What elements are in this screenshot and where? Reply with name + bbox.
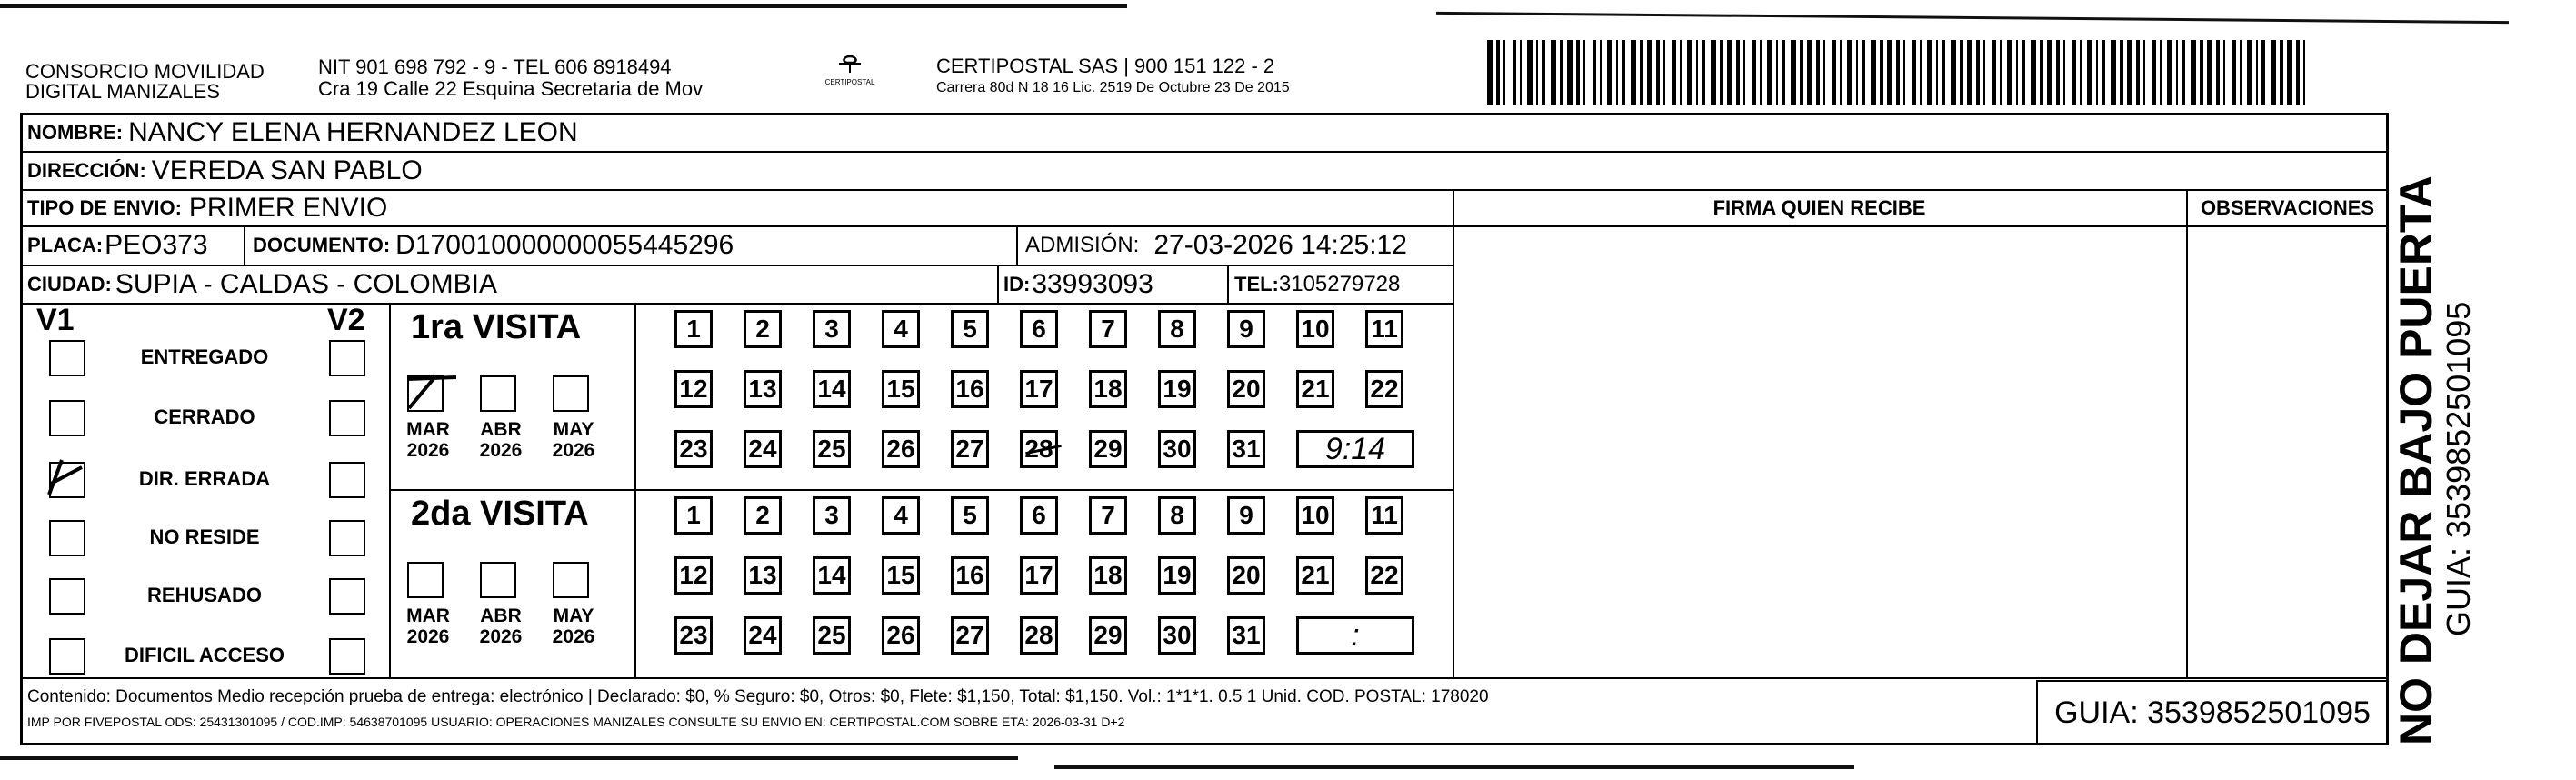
month-label: [400, 605, 456, 647]
barcode-bar: [1832, 40, 1836, 105]
day-box[interactable]: 16: [951, 370, 989, 408]
status-label: REHUSADO: [147, 584, 262, 606]
barcode-bar: [1816, 40, 1820, 105]
barcode-bar: [2102, 40, 2105, 105]
day-box[interactable]: 4: [882, 310, 920, 348]
barcode-bar: [1551, 40, 1556, 105]
barcode-bar: [1513, 40, 1516, 105]
day-box[interactable]: 15: [882, 556, 920, 595]
barcode-bar: [1807, 40, 1812, 105]
barcode-bar: [2040, 40, 2043, 105]
barcode-bar: [1927, 40, 1932, 105]
barcode-bar: [2303, 40, 2305, 105]
day-box[interactable]: 1: [674, 310, 713, 348]
month-label: [400, 419, 456, 461]
tel-cell: [1234, 265, 1400, 303]
barcode-bar: [1503, 40, 1505, 105]
tipo-envio-label: TIPO DE ENVIO:: [27, 196, 182, 219]
v2-checkbox[interactable]: [329, 400, 365, 436]
barcode-bar: [1840, 40, 1842, 105]
barcode-bar: [1687, 40, 1692, 105]
id-label: ID:: [1003, 272, 1031, 295]
direccion-row: [27, 153, 423, 189]
month-label: [545, 419, 602, 461]
barcode-bar: [2232, 40, 2236, 105]
v2-checkbox[interactable]: [329, 520, 365, 556]
barcode-bar: [1800, 40, 1803, 105]
row-divider: [20, 303, 1453, 305]
month-checkbox[interactable]: [480, 562, 516, 598]
firma-area[interactable]: [1456, 229, 2183, 675]
day-box[interactable]: 14: [813, 556, 851, 595]
status-label: DIR. ERRADA: [138, 467, 271, 490]
admision-cell: [1025, 226, 1407, 265]
direccion-label: DIRECCIÓN:: [27, 159, 146, 182]
barcode-bar: [1576, 40, 1580, 105]
barcode-bar: [2111, 40, 2116, 105]
month-year: 2026: [406, 440, 450, 461]
day-box[interactable]: 5: [951, 496, 989, 535]
observaciones-area[interactable]: [2190, 229, 2386, 675]
day-box[interactable]: 28: [1020, 616, 1058, 655]
barcode-bar: [1656, 40, 1660, 105]
v1-checkbox[interactable]: [49, 400, 85, 436]
v1-checkbox[interactable]: [49, 462, 85, 498]
barcode-bar: [1896, 40, 1900, 105]
scan-edge-mark: [1436, 12, 2509, 24]
barcode-bar: [2191, 40, 2196, 105]
barcode-bar: [2120, 40, 2123, 105]
barcode-bar: [1711, 40, 1716, 105]
barcode-bar: [1696, 40, 1698, 105]
v1-header: V1: [36, 303, 75, 337]
day-box[interactable]: 23: [674, 430, 713, 468]
barcode-bar: [1536, 40, 1538, 105]
barcode-bar: [1527, 40, 1533, 105]
side-guia: GUIA: 3539852501095: [2440, 301, 2477, 636]
day-box[interactable]: 12: [674, 370, 713, 408]
barcode-bar: [1567, 40, 1573, 105]
nombre-value: NANCY ELENA HERNANDEZ LEON: [128, 117, 578, 147]
v2-header: V2: [327, 303, 365, 337]
barcode-bar: [1680, 40, 1682, 105]
status-label: CERRADO: [154, 405, 255, 428]
day-box[interactable]: 9: [1227, 310, 1265, 348]
cell-divider: [1227, 265, 1229, 303]
barcode-bar: [1776, 40, 1778, 105]
day-box[interactable]: 8: [1158, 496, 1196, 535]
barcode-bar: [1942, 40, 1945, 105]
ciudad-cell: [27, 265, 497, 303]
day-box[interactable]: 3: [813, 310, 851, 348]
ciudad-label: CIUDAD:: [27, 272, 112, 295]
month-label: [473, 419, 529, 461]
v2-checkbox[interactable]: [329, 340, 365, 376]
day-box[interactable]: 16: [951, 556, 989, 595]
status-label: NO RESIDE: [149, 525, 260, 548]
documento-value: D170010000000055445296: [395, 230, 734, 260]
day-box[interactable]: 19: [1158, 556, 1196, 595]
barcode-bar: [2000, 40, 2002, 105]
barcode-bar: [2127, 40, 2132, 105]
barcode-bar: [1672, 40, 1676, 105]
v1-checkbox[interactable]: [49, 638, 85, 675]
day-box[interactable]: 1: [674, 496, 713, 535]
barcode-bar: [2247, 40, 2252, 105]
day-box[interactable]: 7: [1089, 310, 1127, 348]
visit-split: [389, 489, 1453, 491]
day-box[interactable]: 10: [1296, 496, 1334, 535]
day-box[interactable]: 4: [882, 496, 920, 535]
barcode-bar: [1936, 40, 1938, 105]
barcode-bar: [1487, 40, 1493, 105]
day-box[interactable]: 17: [1020, 556, 1058, 595]
day-box[interactable]: 6: [1020, 496, 1058, 535]
barcode-bar: [1856, 40, 1858, 105]
barcode-bar: [1976, 40, 1980, 105]
day-box[interactable]: 3: [813, 496, 851, 535]
tel-value: 3105279728: [1278, 271, 1401, 296]
month-label: [545, 605, 602, 647]
day-box[interactable]: 9: [1227, 496, 1265, 535]
footer-guia-box: GUIA: 3539852501095: [2036, 680, 2389, 745]
day-box[interactable]: 29: [1089, 616, 1127, 655]
month-name: ABR: [480, 605, 522, 626]
day-box[interactable]: 5: [951, 310, 989, 348]
v1-checkbox[interactable]: [49, 578, 85, 615]
month-name: MAR: [406, 605, 450, 626]
barcode-bar: [1702, 40, 1705, 105]
cell-divider: [244, 225, 245, 265]
tipo-envio-value: PRIMER ENVIO: [188, 193, 388, 223]
certipostal-logo: CERTIPOSTAL: [816, 55, 884, 86]
barcode-bar: [2207, 40, 2212, 105]
barcode-bar: [2022, 40, 2025, 105]
day-box[interactable]: 18: [1089, 556, 1127, 595]
day-box[interactable]: 13: [744, 556, 782, 595]
month-year: 2026: [479, 626, 523, 647]
barcode-bar: [2223, 40, 2225, 105]
tel-label: TEL:: [1234, 272, 1279, 295]
day-box[interactable]: 6: [1020, 310, 1058, 348]
day-box[interactable]: 26: [882, 616, 920, 655]
barcode-bar: [2072, 40, 2076, 105]
barcode-bar: [2080, 40, 2082, 105]
barcode-bar: [2087, 40, 2092, 105]
row-divider: [20, 677, 2389, 679]
day-box[interactable]: 20: [1227, 370, 1265, 408]
barcode-bar: [1496, 40, 1500, 105]
v2-checkbox[interactable]: [329, 638, 365, 675]
day-box[interactable]: 2: [744, 310, 782, 348]
check-mark-icon: [405, 372, 460, 414]
day-box[interactable]: 2: [744, 496, 782, 535]
scan-edge-mark: [0, 4, 1127, 8]
barcode-bar: [2063, 40, 2065, 105]
barcode-bar: [1616, 40, 1618, 105]
admision-value: 27-03-2026 14:25:12: [1153, 230, 1407, 260]
nombre-row: [27, 115, 578, 151]
barcode-bar: [1767, 40, 1772, 105]
status-label: DIFICIL ACCESO: [124, 644, 285, 666]
barcode-bar: [2240, 40, 2242, 105]
barcode-bar: [1960, 40, 1963, 105]
day-box[interactable]: 19: [1158, 370, 1196, 408]
day-box[interactable]: 29: [1089, 430, 1127, 468]
visit-title: 2da VISITA: [411, 495, 589, 533]
barcode-bar: [2182, 40, 2185, 105]
barcode-bar: [2016, 40, 2018, 105]
barcode-bar: [1631, 40, 1636, 105]
day-box[interactable]: 7: [1089, 496, 1127, 535]
month-year: 2026: [406, 626, 450, 647]
barcode-bar: [1903, 40, 1905, 105]
company-contact: NIT 901 698 792 - 9 - TEL 606 8918494 Cra 19 Calle 22 Esquina Secretaria de Mov: [318, 55, 704, 100]
barcode-bar: [2216, 40, 2220, 105]
barcode-bar: [1647, 40, 1652, 105]
month-name: MAY: [553, 605, 594, 626]
barcode-bar: [2160, 40, 2162, 105]
month-checkbox[interactable]: [553, 375, 589, 412]
placa-label: PLACA:: [27, 234, 104, 256]
documento-label: DOCUMENTO:: [253, 234, 391, 256]
nombre-label: NOMBRE:: [27, 121, 124, 144]
barcode-bar: [1920, 40, 1922, 105]
barcode-bar: [1992, 40, 1996, 105]
barcode-bar: [1791, 40, 1796, 105]
observaciones-left-border: [2186, 189, 2188, 677]
month-year: 2026: [552, 626, 595, 647]
barcode-bar: [2296, 40, 2300, 105]
barcode-bar: [1583, 40, 1585, 105]
barcode-bar: [2096, 40, 2098, 105]
admision-label: ADMISIÓN:: [1025, 233, 1140, 257]
barcode-bar: [1640, 40, 1643, 105]
month-checkbox[interactable]: [407, 562, 444, 598]
day-box[interactable]: 21: [1296, 370, 1334, 408]
observaciones-header: OBSERVACIONES: [2200, 196, 2375, 219]
barcode-bar: [1880, 40, 1883, 105]
barcode-bar: [2167, 40, 2172, 105]
barcode-bar: [2143, 40, 2145, 105]
month-year: 2026: [479, 440, 523, 461]
barcode-bar: [1560, 40, 1563, 105]
barcode-bar: [2261, 40, 2265, 105]
barcode: [1487, 40, 2305, 105]
certipostal-logo-icon: [836, 55, 864, 75]
cell-divider: [997, 265, 999, 303]
barcode-bar: [1600, 40, 1602, 105]
day-box[interactable]: 22: [1365, 556, 1403, 595]
barcode-bar: [1983, 40, 1985, 105]
barcode-bar: [1823, 40, 1825, 105]
day-box[interactable]: 18: [1089, 370, 1127, 408]
day-box[interactable]: 11: [1365, 310, 1403, 348]
barcode-bar: [1663, 40, 1665, 105]
v1-checkbox[interactable]: [49, 520, 85, 556]
company-name: CONSORCIO MOVILIDAD DIGITAL MANIZALES: [25, 60, 265, 103]
scan-edge-mark: [1054, 765, 1854, 769]
day-box[interactable]: 21: [1296, 556, 1334, 595]
v2-checkbox[interactable]: [329, 578, 365, 615]
day-box[interactable]: 10: [1296, 310, 1334, 348]
month-label: [473, 605, 529, 647]
month-name: MAR: [406, 419, 450, 440]
side-note: [2391, 109, 2476, 745]
id-value: 33993093: [1032, 268, 1153, 299]
direccion-value: VEREDA SAN PABLO: [151, 155, 423, 185]
barcode-bar: [2271, 40, 2276, 105]
barcode-bar: [1607, 40, 1612, 105]
barcode-bar: [1887, 40, 1892, 105]
month-checkbox[interactable]: [553, 562, 589, 598]
placa-cell: [27, 226, 208, 265]
barcode-bar: [1847, 40, 1852, 105]
barcode-bar: [2256, 40, 2258, 105]
month-checkbox[interactable]: [480, 375, 516, 412]
barcode-bar: [1593, 40, 1596, 105]
day-box[interactable]: 30: [1158, 430, 1196, 468]
barcode-bar: [1743, 40, 1745, 105]
day-box[interactable]: 24: [744, 616, 782, 655]
day-box[interactable]: 27: [951, 616, 989, 655]
ciudad-value: SUPIA - CALDAS - COLOMBIA: [115, 268, 497, 299]
documento-cell: [253, 226, 734, 265]
day-box[interactable]: 30: [1158, 616, 1196, 655]
day-box[interactable]: 27: [951, 430, 989, 468]
barcode-bar: [1967, 40, 1972, 105]
firma-header: FIRMA QUIEN RECIBE: [1712, 196, 1926, 219]
day-box[interactable]: 11: [1365, 496, 1403, 535]
placa-value: PEO373: [105, 230, 208, 260]
day-box[interactable]: 28: [1020, 430, 1058, 468]
month-name: MAY: [553, 419, 594, 440]
firma-left-border: [1453, 189, 1454, 677]
barcode-bar: [1542, 40, 1545, 105]
barcode-bar: [2152, 40, 2156, 105]
day-box[interactable]: 15: [882, 370, 920, 408]
month-name: ABR: [480, 419, 522, 440]
no-dejar-bajo-puerta: NO DEJAR BAJO PUERTA: [2391, 175, 2441, 745]
day-box[interactable]: 25: [813, 430, 851, 468]
scan-edge-mark: [0, 756, 1018, 760]
day-box[interactable]: 20: [1227, 556, 1265, 595]
time-box[interactable]: :: [1296, 616, 1414, 655]
month-year: 2026: [552, 440, 595, 461]
footer-imp: IMP POR FIVEPOSTAL ODS: 25431301095 / COD.IMP: 54638701095 USUARIO: OPERACIONES MANIZALES CONSULTE SU ENVIO EN: CERTIPOSTAL.COM SOBRE ETA: 2026-03-31 D+2: [27, 715, 1125, 729]
barcode-bar: [1951, 40, 1956, 105]
day-box[interactable]: 23: [674, 616, 713, 655]
barcode-bar: [2200, 40, 2203, 105]
month-checkbox[interactable]: [407, 375, 444, 412]
barcode-bar: [1782, 40, 1785, 105]
v1-checkbox[interactable]: [49, 340, 85, 376]
barcode-bar: [1720, 40, 1723, 105]
day-box[interactable]: 26: [882, 430, 920, 468]
barcode-bar: [1862, 40, 1865, 105]
barcode-bar: [2176, 40, 2178, 105]
day-box[interactable]: 22: [1365, 370, 1403, 408]
barcode-bar: [2287, 40, 2292, 105]
barcode-bar: [1520, 40, 1522, 105]
status-label: ENTREGADO: [140, 345, 269, 368]
day-box[interactable]: 31: [1227, 616, 1265, 655]
day-box[interactable]: 8: [1158, 310, 1196, 348]
barcode-bar: [1871, 40, 1876, 105]
barcode-bar: [1912, 40, 1916, 105]
barcode-bar: [1760, 40, 1762, 105]
barcode-bar: [1752, 40, 1756, 105]
tipo-envio-row: [27, 190, 387, 226]
day-box[interactable]: 31: [1227, 430, 1265, 468]
barcode-bar: [2031, 40, 2036, 105]
barcode-bar: [2280, 40, 2283, 105]
day-box[interactable]: 12: [674, 556, 713, 595]
certipostal-info: CERTIPOSTAL SAS | 900 151 122 - 2 Carrera 80d N 18 16 Lic. 2519 De Octubre 23 De 2015: [936, 55, 1290, 95]
barcode-bar: [2056, 40, 2060, 105]
day-box[interactable]: 17: [1020, 370, 1058, 408]
day-box[interactable]: 24: [744, 430, 782, 468]
day-box[interactable]: 13: [744, 370, 782, 408]
barcode-bar: [2136, 40, 2140, 105]
day-box[interactable]: 14: [813, 370, 851, 408]
visit-title: 1ra VISITA: [411, 308, 582, 346]
cell-divider: [1016, 225, 1018, 265]
day-box[interactable]: 25: [813, 616, 851, 655]
barcode-bar: [2007, 40, 2012, 105]
barcode-bar: [1727, 40, 1732, 105]
barcode-bar: [1736, 40, 1740, 105]
time-box[interactable]: 9:14: [1296, 430, 1414, 468]
check-mark-icon: [45, 456, 87, 498]
barcode-bar: [2047, 40, 2052, 105]
v2-checkbox[interactable]: [329, 462, 365, 498]
barcode-bar: [1622, 40, 1625, 105]
id-cell: [1003, 265, 1153, 303]
footer-contenido: Contenido: Documentos Medio recepción prueba de entrega: electrónico | Declarado: $0, % Seguro: $0, Otros: $0, Flete: $1,150, Total: $1,150. Vol.: 1*1*1. 0.5 1 Unid. COD. POSTAL: 178020: [27, 687, 1489, 706]
